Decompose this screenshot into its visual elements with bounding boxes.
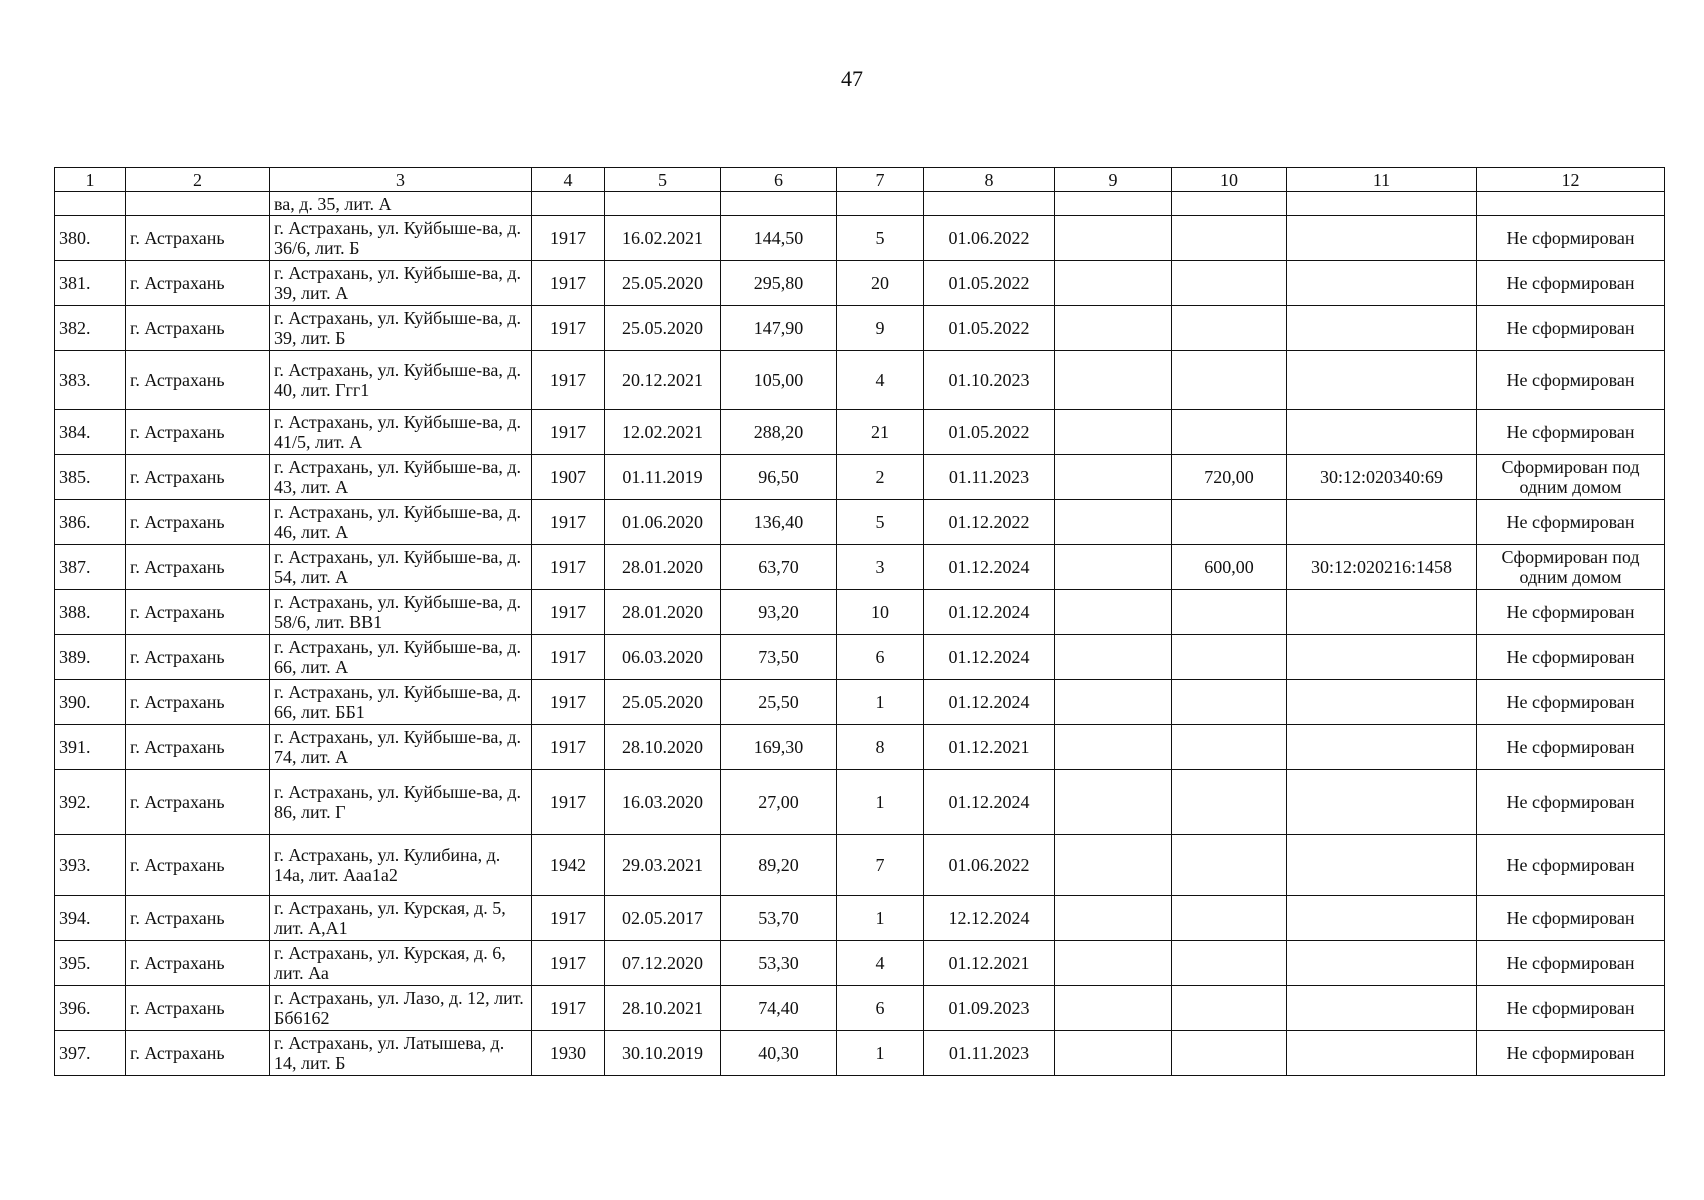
table-cell: 01.12.2021 (924, 941, 1055, 986)
table-row (55, 941, 1665, 986)
table-cell: 383. (55, 351, 126, 410)
table-cell: 01.11.2023 (924, 455, 1055, 500)
table-cell (1172, 192, 1287, 216)
table-cell (1287, 261, 1477, 306)
table-cell (1055, 725, 1172, 770)
table-cell: г. Астрахань (126, 986, 270, 1031)
table-cell: г. Астрахань (126, 216, 270, 261)
table-cell: Не сформирован (1477, 896, 1665, 941)
table-cell (1055, 1031, 1172, 1076)
table-cell: 16.03.2020 (605, 770, 721, 835)
table-row (55, 725, 1665, 770)
table-cell (1055, 410, 1172, 455)
table-cell: 1917 (532, 635, 605, 680)
table-cell (1055, 635, 1172, 680)
table-cell (1172, 725, 1287, 770)
table-cell: г. Астрахань, ул. Латышева, д. 14, лит. Б (270, 1031, 532, 1076)
table-row (55, 770, 1665, 835)
table-cell (1172, 941, 1287, 986)
table-cell: 27,00 (721, 770, 837, 835)
table-cell: г. Астрахань (126, 635, 270, 680)
table-cell: Не сформирован (1477, 351, 1665, 410)
table-cell: 63,70 (721, 545, 837, 590)
table-cell: 393. (55, 835, 126, 896)
table-row (55, 500, 1665, 545)
table-cell: 1917 (532, 216, 605, 261)
table-row-continuation (55, 192, 1665, 216)
table-cell: г. Астрахань (126, 896, 270, 941)
table-cell: 5 (837, 500, 924, 545)
table-cell: 01.05.2022 (924, 410, 1055, 455)
table-cell (924, 192, 1055, 216)
table-cell: 1 (837, 1031, 924, 1076)
column-header: 9 (1055, 168, 1172, 192)
table-cell: 387. (55, 545, 126, 590)
table-cell (1287, 635, 1477, 680)
table-cell (1055, 351, 1172, 410)
table-cell: 394. (55, 896, 126, 941)
table-cell: 01.12.2024 (924, 545, 1055, 590)
table-cell: г. Астрахань, ул. Куйбыше-ва, д. 36/6, лит. Б (270, 216, 532, 261)
table-cell: г. Астрахань, ул. Куйбыше-ва, д. 40, лит. Ггг1 (270, 351, 532, 410)
table-cell: 73,50 (721, 635, 837, 680)
table-cell: ва, д. 35, лит. А (270, 192, 532, 216)
table-row (55, 261, 1665, 306)
table-cell: 397. (55, 1031, 126, 1076)
table-cell (1287, 216, 1477, 261)
column-header: 5 (605, 168, 721, 192)
table-cell (1172, 351, 1287, 410)
table-cell: 8 (837, 725, 924, 770)
table-cell: 2 (837, 455, 924, 500)
table-cell: 7 (837, 835, 924, 896)
table-row (55, 835, 1665, 896)
table-cell: 20.12.2021 (605, 351, 721, 410)
table-cell: 25.05.2020 (605, 306, 721, 351)
table-cell: 01.06.2020 (605, 500, 721, 545)
table-cell: г. Астрахань, ул. Куйбыше-ва, д. 46, лит. А (270, 500, 532, 545)
table-cell: г. Астрахань (126, 545, 270, 590)
table-cell: 28.10.2020 (605, 725, 721, 770)
table-cell (1172, 261, 1287, 306)
table-cell: 4 (837, 941, 924, 986)
table-cell: 1917 (532, 500, 605, 545)
table-cell (605, 192, 721, 216)
table-row (55, 351, 1665, 410)
table-cell (1172, 835, 1287, 896)
table-body (55, 192, 1665, 1076)
column-header: 8 (924, 168, 1055, 192)
table-cell: 105,00 (721, 351, 837, 410)
table-cell: 5 (837, 216, 924, 261)
table-cell: г. Астрахань (126, 306, 270, 351)
table-cell: Не сформирован (1477, 1031, 1665, 1076)
column-number-header-row (55, 168, 1665, 192)
table-cell: г. Астрахань, ул. Куйбыше-ва, д. 43, лит. А (270, 455, 532, 500)
table-row (55, 635, 1665, 680)
table-cell: г. Астрахань, ул. Куйбыше-ва, д. 74, лит. А (270, 725, 532, 770)
table-cell: 20 (837, 261, 924, 306)
table-cell: 380. (55, 216, 126, 261)
table-cell: 381. (55, 261, 126, 306)
table-cell (1055, 770, 1172, 835)
table-cell (1287, 896, 1477, 941)
table-cell: г. Астрахань (126, 835, 270, 896)
table-cell: 1 (837, 680, 924, 725)
table-cell: 07.12.2020 (605, 941, 721, 986)
column-header: 2 (126, 168, 270, 192)
table-cell: 40,30 (721, 1031, 837, 1076)
table-cell: 1917 (532, 680, 605, 725)
table-cell (1055, 500, 1172, 545)
table-cell: 30.10.2019 (605, 1031, 721, 1076)
table-cell (55, 192, 126, 216)
table-cell: 96,50 (721, 455, 837, 500)
table-cell (1287, 590, 1477, 635)
table-cell: Не сформирован (1477, 306, 1665, 351)
table-cell (1172, 306, 1287, 351)
table-cell: 1917 (532, 770, 605, 835)
table-cell: 720,00 (1172, 455, 1287, 500)
table-cell: 384. (55, 410, 126, 455)
table-cell (1287, 835, 1477, 896)
table-cell: 01.05.2022 (924, 306, 1055, 351)
table-cell (1172, 635, 1287, 680)
table-row (55, 1031, 1665, 1076)
table-cell (1287, 192, 1477, 216)
table-cell (1172, 1031, 1287, 1076)
table-cell: Не сформирован (1477, 835, 1665, 896)
table-cell: 136,40 (721, 500, 837, 545)
table-cell (1172, 896, 1287, 941)
table-cell: 16.02.2021 (605, 216, 721, 261)
table-cell (1287, 1031, 1477, 1076)
column-header: 7 (837, 168, 924, 192)
table-cell: 1 (837, 896, 924, 941)
table-cell: Сформирован под одним домом (1477, 545, 1665, 590)
table-cell: Не сформирован (1477, 590, 1665, 635)
table-cell: 01.12.2024 (924, 635, 1055, 680)
table-cell: Не сформирован (1477, 986, 1665, 1031)
table-cell: 391. (55, 725, 126, 770)
table-cell: 1917 (532, 306, 605, 351)
table-cell (1287, 351, 1477, 410)
table-cell: г. Астрахань (126, 351, 270, 410)
table-cell: 01.12.2024 (924, 680, 1055, 725)
table-cell: 1917 (532, 545, 605, 590)
table-cell: 1 (837, 770, 924, 835)
table-row (55, 455, 1665, 500)
table-cell (1055, 261, 1172, 306)
table-cell (1172, 410, 1287, 455)
table-cell: 28.01.2020 (605, 590, 721, 635)
table-cell (1287, 500, 1477, 545)
table-cell: г. Астрахань, ул. Лазо, д. 12, лит. Бб6162 (270, 986, 532, 1031)
table-cell: 389. (55, 635, 126, 680)
table-cell: 93,20 (721, 590, 837, 635)
table-cell: 9 (837, 306, 924, 351)
table-cell: 1917 (532, 351, 605, 410)
table-cell: 1907 (532, 455, 605, 500)
table-cell: 12.12.2024 (924, 896, 1055, 941)
table-cell: 25,50 (721, 680, 837, 725)
table-cell: г. Астрахань, ул. Куйбыше-ва, д. 58/6, лит. ВВ1 (270, 590, 532, 635)
table-cell: г. Астрахань, ул. Куйбыше-ва, д. 54, лит. А (270, 545, 532, 590)
table-cell (1172, 216, 1287, 261)
table-row (55, 680, 1665, 725)
table-cell: 1917 (532, 896, 605, 941)
table-cell: Не сформирован (1477, 941, 1665, 986)
table-cell: 01.09.2023 (924, 986, 1055, 1031)
housing-registry-table (54, 167, 1665, 1076)
table-cell: Не сформирован (1477, 500, 1665, 545)
table-cell: 30:12:020216:1458 (1287, 545, 1477, 590)
table-cell: 01.12.2024 (924, 590, 1055, 635)
table-cell: Сформирован под одним домом (1477, 455, 1665, 500)
table-cell: г. Астрахань, ул. Куйбыше-ва, д. 86, лит. Г (270, 770, 532, 835)
table-cell: г. Астрахань (126, 500, 270, 545)
table-cell: г. Астрахань (126, 590, 270, 635)
table-cell (1055, 590, 1172, 635)
table-cell: 386. (55, 500, 126, 545)
table-cell: 01.06.2022 (924, 835, 1055, 896)
table-cell: г. Астрахань, ул. Куйбыше-ва, д. 66, лит. А (270, 635, 532, 680)
table-cell: 1917 (532, 410, 605, 455)
table-cell: 01.11.2023 (924, 1031, 1055, 1076)
table-cell: 25.05.2020 (605, 680, 721, 725)
table-cell: 388. (55, 590, 126, 635)
table-cell: Не сформирован (1477, 725, 1665, 770)
table-cell: 12.02.2021 (605, 410, 721, 455)
table-cell (1287, 986, 1477, 1031)
table-row (55, 590, 1665, 635)
table-row (55, 545, 1665, 590)
table-cell: Не сформирован (1477, 216, 1665, 261)
table-cell (1055, 455, 1172, 500)
table-cell: 53,70 (721, 896, 837, 941)
table-cell: 30:12:020340:69 (1287, 455, 1477, 500)
table-cell: 4 (837, 351, 924, 410)
table-cell: г. Астрахань (126, 680, 270, 725)
table-cell: г. Астрахань, ул. Куйбыше-ва, д. 39, лит. Б (270, 306, 532, 351)
table-cell (1287, 306, 1477, 351)
table-cell (1055, 986, 1172, 1031)
table-cell: 53,30 (721, 941, 837, 986)
table-cell (1287, 770, 1477, 835)
table-cell (1172, 986, 1287, 1031)
table-row (55, 306, 1665, 351)
table-cell: 385. (55, 455, 126, 500)
column-header: 6 (721, 168, 837, 192)
table-cell: 288,20 (721, 410, 837, 455)
table-cell: 01.12.2021 (924, 725, 1055, 770)
table-cell (1055, 941, 1172, 986)
table-cell: 382. (55, 306, 126, 351)
table-cell: 06.03.2020 (605, 635, 721, 680)
table-cell (1287, 680, 1477, 725)
table-cell (532, 192, 605, 216)
table-cell: Не сформирован (1477, 261, 1665, 306)
table-cell (1287, 941, 1477, 986)
table-cell: 600,00 (1172, 545, 1287, 590)
table-cell: Не сформирован (1477, 635, 1665, 680)
table-cell: г. Астрахань (126, 941, 270, 986)
column-header: 4 (532, 168, 605, 192)
table-cell: 01.05.2022 (924, 261, 1055, 306)
column-header: 12 (1477, 168, 1665, 192)
table-cell (837, 192, 924, 216)
table-cell: г. Астрахань (126, 1031, 270, 1076)
column-header: 1 (55, 168, 126, 192)
table-cell: 10 (837, 590, 924, 635)
table-cell: г. Астрахань, ул. Куйбыше-ва, д. 39, лит. А (270, 261, 532, 306)
table-cell (1172, 590, 1287, 635)
table-cell (1172, 770, 1287, 835)
table-cell: 25.05.2020 (605, 261, 721, 306)
column-header: 11 (1287, 168, 1477, 192)
table-cell: 6 (837, 986, 924, 1031)
table-row (55, 410, 1665, 455)
table-cell: 1917 (532, 590, 605, 635)
table-cell: Не сформирован (1477, 680, 1665, 725)
table-cell: г. Астрахань (126, 261, 270, 306)
table-cell: 1917 (532, 261, 605, 306)
table-cell (721, 192, 837, 216)
table-cell: 01.11.2019 (605, 455, 721, 500)
table-cell: 02.05.2017 (605, 896, 721, 941)
table-cell: г. Астрахань (126, 410, 270, 455)
table-cell: г. Астрахань (126, 725, 270, 770)
table-cell: Не сформирован (1477, 410, 1665, 455)
table-row (55, 896, 1665, 941)
table-cell: 1917 (532, 986, 605, 1031)
table-cell: 6 (837, 635, 924, 680)
table-cell (1287, 410, 1477, 455)
table-cell (1055, 896, 1172, 941)
table-cell (1172, 500, 1287, 545)
table-cell: 28.01.2020 (605, 545, 721, 590)
table-row (55, 216, 1665, 261)
table-cell: 396. (55, 986, 126, 1031)
table-cell: 390. (55, 680, 126, 725)
table-cell (1477, 192, 1665, 216)
table-cell (1055, 306, 1172, 351)
table-cell: 392. (55, 770, 126, 835)
table-cell: г. Астрахань (126, 770, 270, 835)
column-header: 10 (1172, 168, 1287, 192)
table-cell: 01.12.2022 (924, 500, 1055, 545)
table-cell (1055, 835, 1172, 896)
table-cell: г. Астрахань (126, 455, 270, 500)
table-cell (1055, 192, 1172, 216)
table-cell: 1930 (532, 1031, 605, 1076)
column-header: 3 (270, 168, 532, 192)
table-cell: 147,90 (721, 306, 837, 351)
table-cell: 28.10.2021 (605, 986, 721, 1031)
table-cell (126, 192, 270, 216)
table-cell: 01.06.2022 (924, 216, 1055, 261)
table-cell: 21 (837, 410, 924, 455)
table-cell: 395. (55, 941, 126, 986)
table-cell: 295,80 (721, 261, 837, 306)
table-cell: г. Астрахань, ул. Кулибина, д. 14а, лит. Ааа1а2 (270, 835, 532, 896)
table-cell: г. Астрахань, ул. Куйбыше-ва, д. 41/5, лит. А (270, 410, 532, 455)
table-cell: 01.12.2024 (924, 770, 1055, 835)
table-cell: г. Астрахань, ул. Куйбыше-ва, д. 66, лит. ББ1 (270, 680, 532, 725)
table-cell (1055, 545, 1172, 590)
table-cell (1055, 216, 1172, 261)
table-cell: 1917 (532, 725, 605, 770)
table-cell: 3 (837, 545, 924, 590)
table-cell: 29.03.2021 (605, 835, 721, 896)
table-row (55, 986, 1665, 1031)
table-cell (1287, 725, 1477, 770)
table-cell: 74,40 (721, 986, 837, 1031)
table-cell: 01.10.2023 (924, 351, 1055, 410)
table-cell (1055, 680, 1172, 725)
table-cell: 1942 (532, 835, 605, 896)
table-cell: 169,30 (721, 725, 837, 770)
table-cell: г. Астрахань, ул. Курская, д. 5, лит. А,А1 (270, 896, 532, 941)
table-cell: 89,20 (721, 835, 837, 896)
table-cell (1172, 680, 1287, 725)
table-cell: г. Астрахань, ул. Курская, д. 6, лит. Аа (270, 941, 532, 986)
page-number: 47 (841, 66, 863, 91)
table-cell: Не сформирован (1477, 770, 1665, 835)
table-cell: 1917 (532, 941, 605, 986)
table-cell: 144,50 (721, 216, 837, 261)
